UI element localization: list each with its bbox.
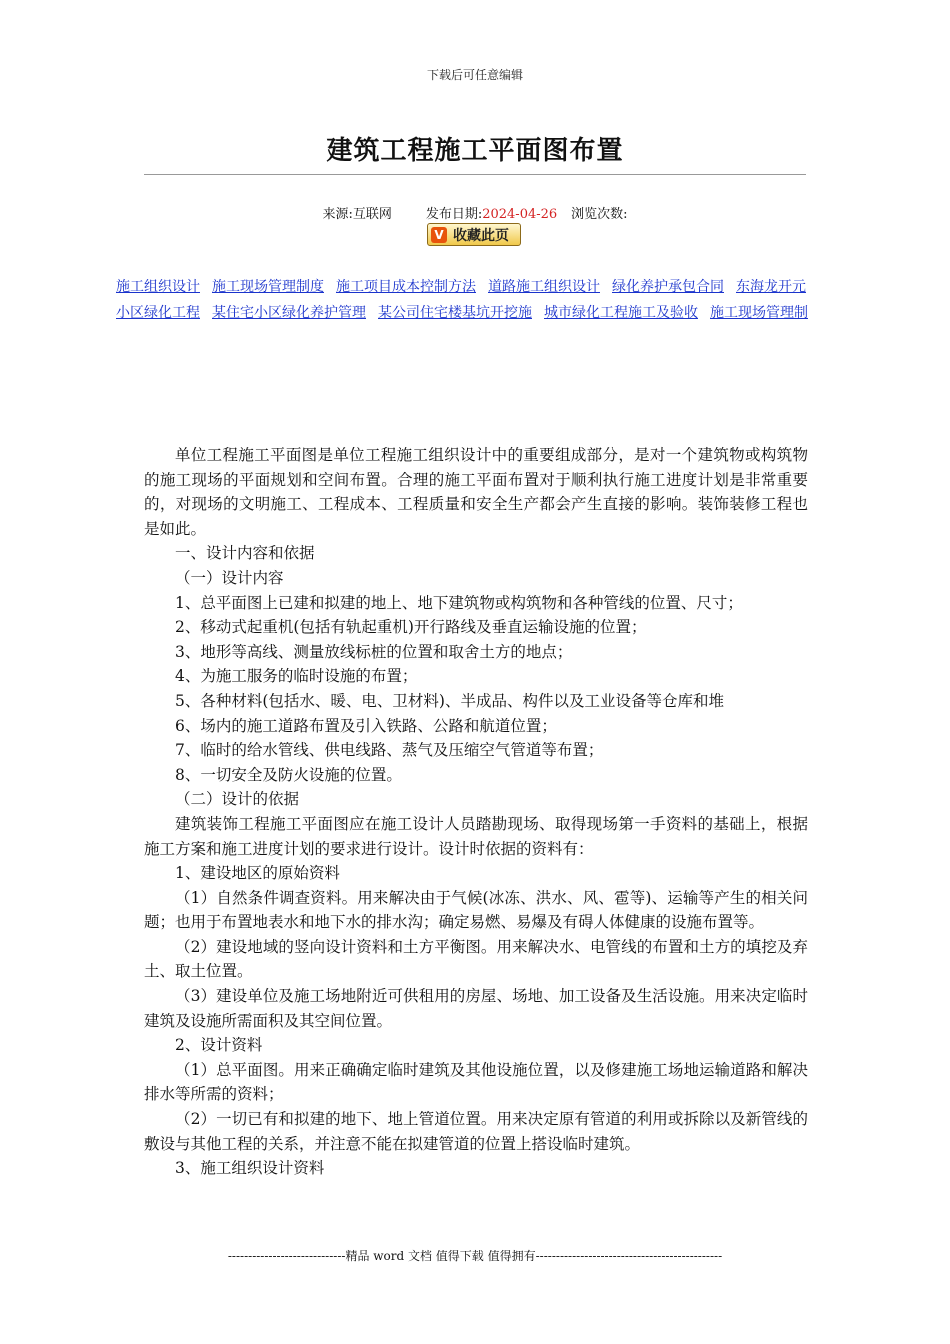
- title-divider: [144, 174, 806, 175]
- paragraph: （2）建设地域的竖向设计资料和土方平衡图。用来解决水、电管线的布置和土方的填挖及弃土、取土位置。: [144, 937, 808, 981]
- paragraph: 7、临时的给水管线、供电线路、蒸气及压缩空气管道等布置；: [175, 741, 604, 760]
- paragraph: 2、设计资料: [175, 1036, 263, 1055]
- date-value: 2024-04-26: [482, 207, 558, 222]
- related-link[interactable]: 施工组织设计: [116, 279, 200, 295]
- paragraph: 1、建设地区的原始资料: [175, 864, 340, 883]
- footer-note: -----------------------------精品 word 文档 值得下载 值得拥有----------------------------------------------: [227, 1249, 723, 1263]
- related-link[interactable]: 道路施工组织设计: [488, 279, 600, 295]
- paragraph: （1）总平面图。用来正确确定临时建筑及其他设施位置，以及修建施工场地运输道路和解决排水等所需的资料；: [144, 1060, 808, 1104]
- header-note: 下载后可任意编辑: [426, 68, 523, 82]
- views-label: 浏览次数:: [571, 207, 628, 222]
- date-label: 发布日期:: [425, 207, 483, 222]
- paragraph: （二）设计的依据: [175, 790, 300, 809]
- paragraph: 1、总平面图上已建和拟建的地上、地下建筑物或构筑物和各种管线的位置、尺寸；: [175, 593, 743, 612]
- source-text: 来源:互联网: [322, 207, 392, 222]
- paragraph: （一）设计内容: [175, 568, 284, 587]
- paragraph: （1）自然条件调查资料。用来解决由于气候(冰冻、洪水、风、雹等)、运输等产生的相关问题；也用于布置地表水和地下水的排水沟；确定易燃、易爆及有碍人体健康的设施布置等。: [144, 888, 808, 932]
- favorite-icon: V: [431, 227, 447, 243]
- related-link[interactable]: 某公司住宅楼基坑开挖施: [378, 305, 532, 321]
- paragraph: 8、一切安全及防火设施的位置。: [175, 765, 402, 784]
- article-meta: [0, 203, 950, 222]
- related-link[interactable]: 绿化养护承包合同: [612, 279, 724, 295]
- related-link[interactable]: 施工项目成本控制方法: [336, 279, 476, 295]
- paragraph: 3、施工组织设计资料: [175, 1159, 325, 1178]
- paragraph: 5、各种材料(包括水、暖、电、卫材料)、半成品、构件以及工业设备等仓库和堆: [175, 691, 724, 710]
- related-link[interactable]: 城市绿化工程施工及验收: [544, 305, 698, 321]
- paragraph: （2）一切已有和拟建的地下、地上管道位置。用来决定原有管道的利用或拆除以及新管线的敷设与其他工程的关系，并注意不能在拟建管道的位置上搭设临时建筑。: [144, 1110, 808, 1153]
- paragraph: 6、场内的施工道路布置及引入铁路、公路和航道位置；: [175, 716, 557, 735]
- paragraph: 3、地形等高线、测量放线标桩的位置和取舍土方的地点；: [175, 642, 573, 661]
- article-body: [144, 443, 808, 1181]
- favorite-button-label: 收藏此页: [453, 227, 509, 244]
- related-link[interactable]: 某住宅小区绿化养护管理: [212, 305, 366, 321]
- paragraph: 4、为施工服务的临时设施的布置；: [175, 667, 418, 686]
- paragraph: 一、设计内容和依据: [175, 544, 315, 563]
- related-link[interactable]: 施工现场管理制度: [212, 279, 324, 295]
- related-link[interactable]: 施工现场管理制: [710, 305, 808, 321]
- related-links-row-1: [116, 276, 856, 296]
- related-link[interactable]: 小区绿化工程: [116, 305, 200, 321]
- related-link[interactable]: 东海龙开元: [736, 279, 806, 295]
- related-links-row-2: [116, 302, 856, 322]
- paragraph: 建筑装饰工程施工平面图应在施工设计人员踏勘现场、取得现场第一手资料的基础上，根据施工方案和施工进度计划的要求进行设计。设计时依据的资料有：: [144, 814, 808, 858]
- paragraph: （3）建设单位及施工场地附近可供租用的房屋、场地、加工设备及生活设施。用来决定临时建筑及设施所需面积及其空间位置。: [144, 987, 808, 1030]
- paragraph: 2、移动式起重机(包括有轨起重机)开行路线及垂直运输设施的位置；: [175, 618, 647, 637]
- page-title: 建筑工程施工平面图布置: [326, 136, 624, 166]
- favorite-button[interactable]: [427, 223, 521, 246]
- paragraph: 单位工程施工平面图是单位工程施工组织设计中的重要组成部分，是对一个建筑物或构筑物的施工现场的平面规划和空间布置。合理的施工平面布置对于顺利执行施工进度计划是非常重要的，对现场的文明施工、工程成本、工程质量和安全生产都会产生直接的影响。装饰装修工程也是如此。: [144, 446, 808, 538]
